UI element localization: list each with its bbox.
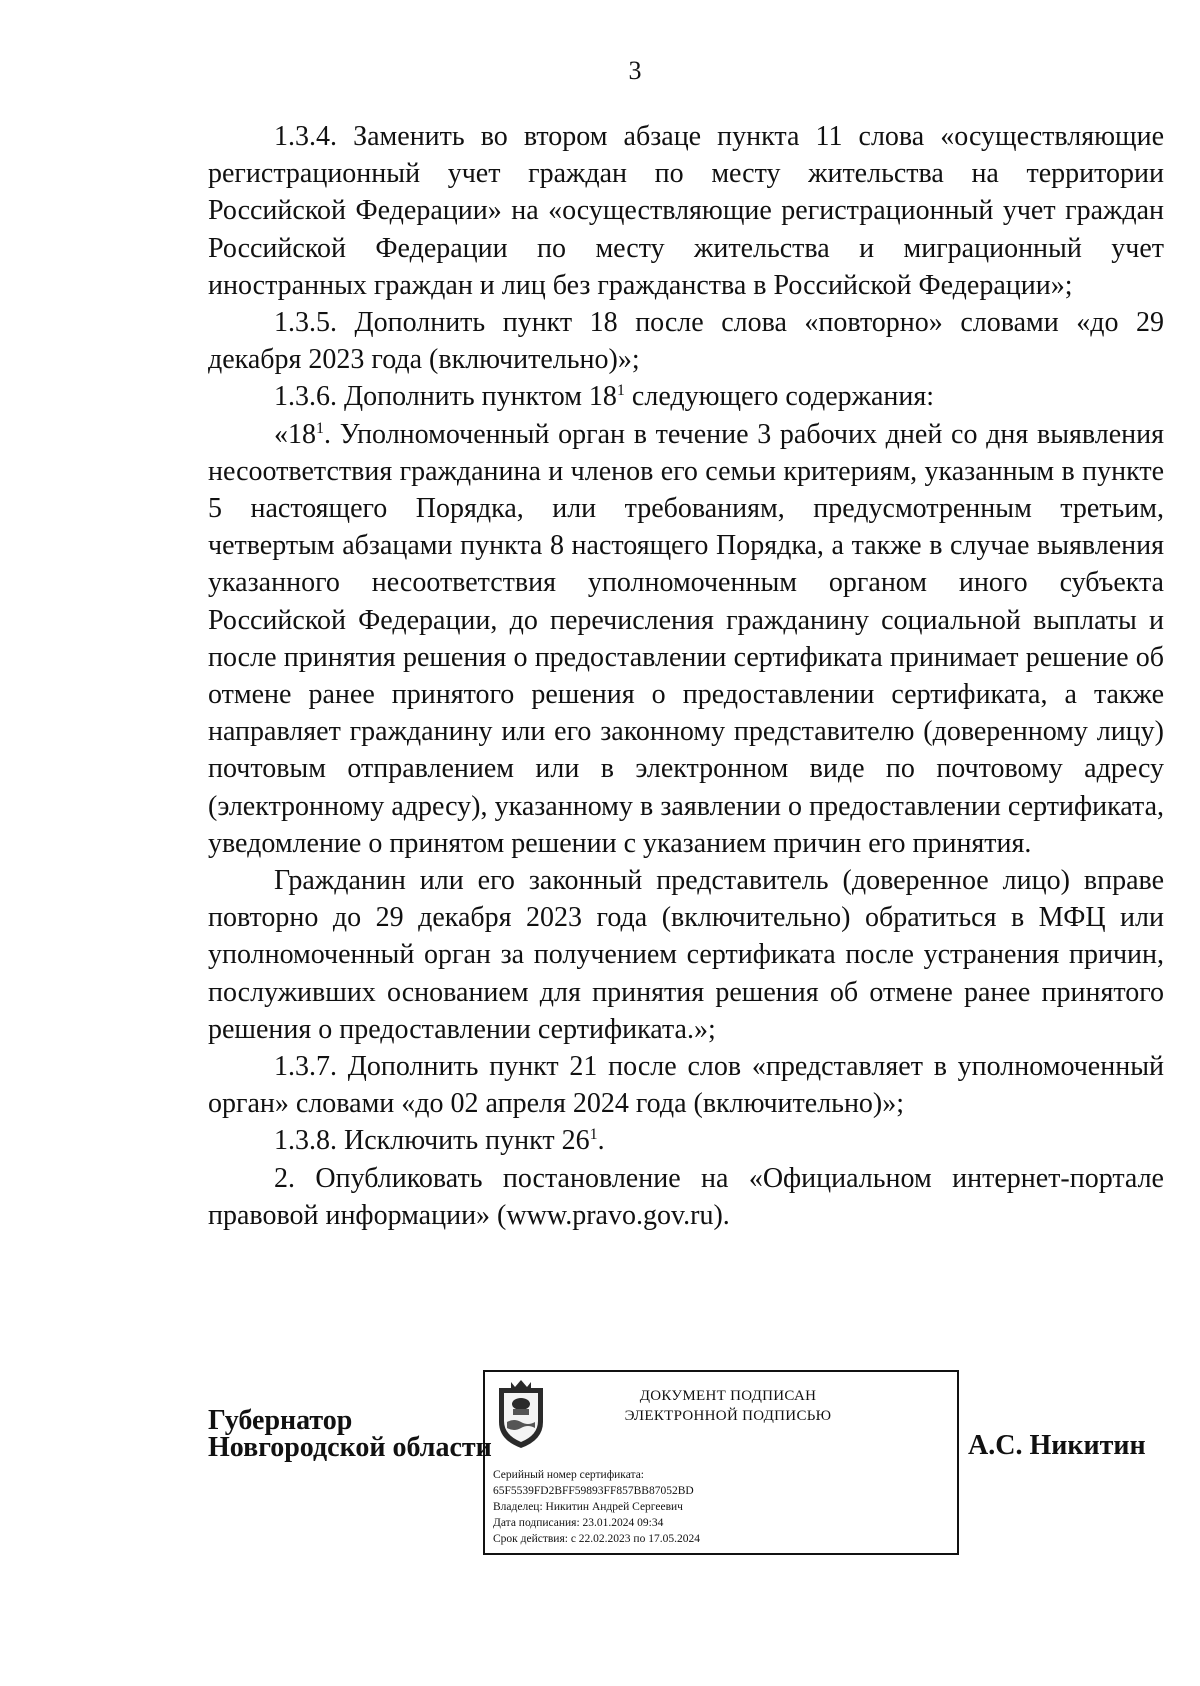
text-segment: 1.3.8. Исключить пункт 26 bbox=[274, 1125, 590, 1157]
certificate-owner: Владелец: Никитин Андрей Сергеевич bbox=[493, 1501, 683, 1513]
document-body bbox=[208, 118, 1164, 1234]
electronic-signature-stamp bbox=[483, 1370, 959, 1555]
superscript: 1 bbox=[616, 382, 625, 400]
text-segment: следующего содержания: bbox=[624, 381, 935, 413]
superscript: 1 bbox=[589, 1126, 598, 1144]
certificate-serial-label: Серийный номер сертификата: bbox=[493, 1469, 644, 1481]
signer-title bbox=[208, 1407, 492, 1461]
stamp-heading-line-1: ДОКУМЕНТ ПОДПИСАН bbox=[639, 1388, 817, 1404]
coat-of-arms-icon bbox=[493, 1378, 549, 1450]
certificate-serial: 65F5539FD2BFF59893FF857BB87052BD bbox=[493, 1485, 694, 1497]
stamp-heading-line-2: ЭЛЕКТРОННОЙ ПОДПИСЬЮ bbox=[624, 1408, 832, 1424]
paragraph-1-3-6 bbox=[208, 378, 1164, 415]
certificate-validity: Срок действия: с 22.02.2023 по 17.05.2024 bbox=[493, 1533, 700, 1545]
signing-date: Дата подписания: 23.01.2024 09:34 bbox=[493, 1517, 664, 1529]
signer-title-line-1: Губернатор bbox=[208, 1405, 353, 1436]
text-segment: 1.3.6. Дополнить пунктом 18 bbox=[274, 381, 617, 413]
page-number: 3 bbox=[628, 56, 642, 85]
paragraph-1-3-5: 1.3.5. Дополнить пункт 18 после слова «повторно» словами «до 29 декабря 2023 года (включительно)»; bbox=[208, 307, 1164, 376]
paragraph-1-3-7: 1.3.7. Дополнить пункт 21 после слов «представляет в уполномоченный орган» словами «до 02 апреля 2024 года (включительно)»; bbox=[208, 1051, 1164, 1120]
text-segment: «18 bbox=[274, 418, 316, 450]
text-segment: . bbox=[597, 1125, 605, 1157]
signer-name: А.С. Никитин bbox=[968, 1430, 1146, 1461]
paragraph-18-1 bbox=[208, 416, 1164, 862]
signer-title-line-2: Новгородской области bbox=[208, 1432, 492, 1463]
paragraph-2-publish: 2. Опубликовать постановление на «Официальном интернет-портале правовой информации» (www.pravo.gov.ru). bbox=[208, 1162, 1164, 1231]
superscript: 1 bbox=[316, 419, 324, 437]
stamp-heading bbox=[573, 1386, 883, 1426]
text-segment: . Уполномоченный орган в течение 3 рабочих дней со дня выявления несоответствия гражданина и членов его семьи критериям, указанным в пункте 5 настоящего Порядка, или требованиям, предусмотренным третьим, четвертым абзацами пункта 8 настоящего Порядка, а также в случае выявления указанного несоответствия уполномоченным органом иного субъекта Российской Федерации, до перечисления гражданину социальной выплаты и после принятия решения о предоставлении сертификата принимает решение об отмене ранее принятого решения о предоставлении сертификата, а также направляет гражданину или его законному представителю (доверенному лицу) почтовым отправлением или в электронном виде по почтовому адресу (электронному адресу), указанному в заявлении о предоставлении сертификата, уведомление о принятом решении с указанием причин его принятия. bbox=[208, 418, 1164, 859]
paragraph-1-3-4: 1.3.4. Заменить во втором абзаце пункта 11 слова «осуществляющие регистрационный учет граждан по месту жительства на территории Российской Федерации» на «осуществляющие регистрационный учет граждан Российской Федерации по месту жительства и миграционный учет иностранных граждан и лиц без гражданства в Российской Федерации»; bbox=[208, 121, 1164, 301]
certificate-details bbox=[493, 1467, 700, 1547]
paragraph-citizen-right: Гражданин или его законный представитель (доверенное лицо) вправе повторно до 29 декабря 2023 года (включительно) обратиться в МФЦ или уполномоченный орган за получением сертификата после устранения причин, послуживших основанием для принятия решения об отмене ранее принятого решения о предоставлении сертификата.»; bbox=[208, 865, 1164, 1045]
paragraph-1-3-8 bbox=[208, 1122, 1164, 1159]
